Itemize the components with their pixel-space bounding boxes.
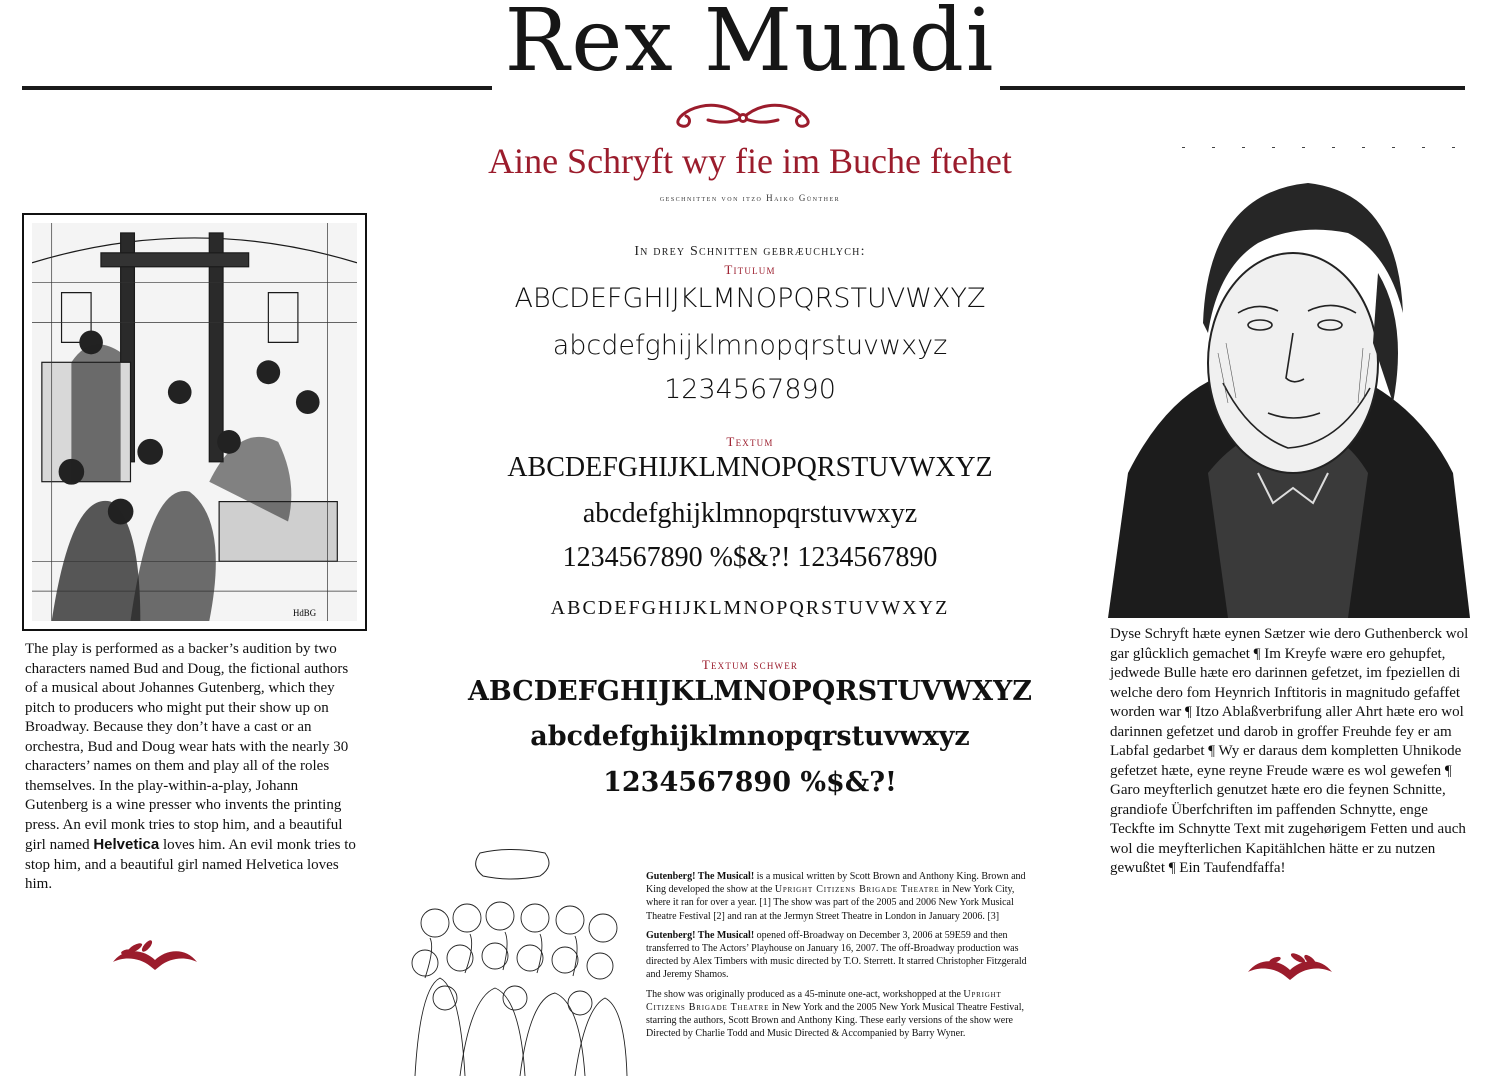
mid-p3-text-a: The show was originally produced as a 45-minute one-act, workshopped at the: [646, 988, 964, 1000]
mid-paragraph-3: [646, 988, 1032, 1041]
left-column-text: [25, 640, 360, 895]
designer-credit: geschnitten von itzo Haiko Günther: [659, 193, 841, 203]
titulum-digits: 1234567890: [664, 374, 836, 405]
mid-p3-text-b: in New York and the 2005 New York Musical Theatre Festival, starring the authors, Scott Brown and Anthony King. These early versions of the show were Directed by Charlie Todd and Music Directed & Accompanied by Barry Wyner.: [646, 1001, 1024, 1040]
titulum-lowercase: abcdefghijklmnopqrstuvwxyz: [552, 330, 948, 361]
specimen-intro: In drey Schnitten gebræuchlych:: [634, 244, 866, 259]
right-column-text: Dyse Schryft hæte eynen Sætzer wie dero Guthenberck wol gar glûcklich gemachet ¶ Im Kreyfe wære ero gehupfet, jedwede Bulle hæte ero darinnen gefetzet, im fpeziellen di welche dero fom Heynrich Inftitoris in magnitudo gefaffet worden war ¶ Itzo Ablaßverbrifung aller Ahrt hæte ero wol darinnen gefetzet und darob in groffer Freuhde fey er am Labfal gedarbet ¶ Wy er daraus dem kompletten Uhnikode gefetzet hæte, eyne reyne Freude wære es wol gewefen ¶ Garo meyfterlich genutzet hæte ero die feynen Schnitte, grandiofe Überfchriften im paffenden Schnytte, enge Teckfte im Schnytte Text mit zugehørigem Fetten und auch wol die meyfterlichen Kapitählchen hätte er zu nutzen gewußtet ¶ Ein Taufendfaffa!: [1110, 626, 1469, 876]
titulum-label: Titulum: [724, 262, 776, 277]
mid-p3-smallcaps: Upright Citizens Brigade Theatre: [646, 988, 1002, 1013]
textum-lowercase: abcdefghijklmnopqrstuvwxyz: [582, 498, 918, 529]
textum-uppercase: ABCDEFGHIJKLMNOPQRSTUVWXYZ: [507, 452, 993, 483]
textum-schwer-figures: 1234567890 %$&?!: [603, 767, 897, 798]
left-leaf-ornament: [105, 940, 205, 976]
luther-portrait: [1108, 173, 1470, 618]
saints-engraving: [405, 848, 630, 1076]
left-text-after: loves him. An evil monk tries to stop him, and a beautiful girl named Helvetica loves him.: [25, 837, 356, 892]
textum-schwer-uppercase: ABCDEFGHIJKLMNOPQRSTUVWXYZ: [467, 676, 1033, 707]
mid-paragraph-1: [646, 870, 1032, 923]
textum-label: Textum: [726, 434, 774, 449]
left-text-bold: Helvetica: [93, 836, 160, 853]
woodcut-signature: HdBG: [292, 607, 317, 619]
header-rule-right: [1000, 86, 1465, 90]
page-title: Rex Mundi: [504, 0, 996, 91]
textum-smallcaps: ABCDEFGHIJKLMNOPQRSTUVWXYZ: [550, 597, 950, 619]
textum-schwer-label: Textum schwer: [701, 657, 799, 672]
middle-column-text: [646, 870, 1032, 1046]
mid-p2-title: Gutenberg! The Musical!: [646, 929, 755, 941]
mid-p2-text: opened off-Broadway on December 3, 2006 at 59E59 and then transferred to The Actors’ Playhouse on January 16, 2007. The off-Broadway production was directed by Alex Timbers with music directed by T.O. Sterrett. It starred Christopher Fitzgerald and Jeremy Shamos.: [646, 929, 1027, 981]
title-flourish-ornament: [668, 100, 818, 134]
mid-p1-title: Gutenberg! The Musical!: [646, 871, 755, 882]
textum-schwer-lowercase: abcdefghijklmnopqrstuvwxyz: [530, 721, 970, 752]
mid-p1-smallcaps: Upright Citizens Brigade Theatre: [774, 884, 940, 896]
right-leaf-ornament: [1240, 950, 1340, 986]
print-shop-woodcut: [22, 213, 367, 631]
left-text-before: The play is performed as a backer’s audition by two characters named Bud and Doug, the fictional authors of a musical about Johannes Gutenberg, which they pitch to producers who might put their show up on Broadway. Because they don’t have a cast or an orchestra, Bud and Doug wear hats with the nearly 30 characters’ names on them and play all of the roles themselves. In the play-within-a-play, Johann Gutenberg is a wine presser who invents the printing press. An evil monk tries to stop him, and a beautiful girl named: [25, 641, 349, 853]
mid-p1-text-a: is a musical written by Scott Brown and Anthony King. Brown and King developed the show at the: [646, 871, 1026, 896]
page-subtitle: Aine Schryft wy fie im Buche ftehet: [488, 141, 1012, 181]
textum-figures: 1234567890 %$&?! 1234567890: [562, 542, 938, 573]
header-rule-left: [22, 86, 492, 90]
mid-p1-text-b: in New York City, where it ran for over a year. [1] The show was part of the 2005 and 2006 New York Musical Theatre Festival [2] and ran at the Jermyn Street Theatre in London in January 2006. [3]: [646, 884, 1015, 922]
mid-paragraph-2: [646, 929, 1032, 982]
titulum-uppercase: ABCDEFGHIJKLMNOPQRSTUVWXYZ: [514, 283, 986, 314]
